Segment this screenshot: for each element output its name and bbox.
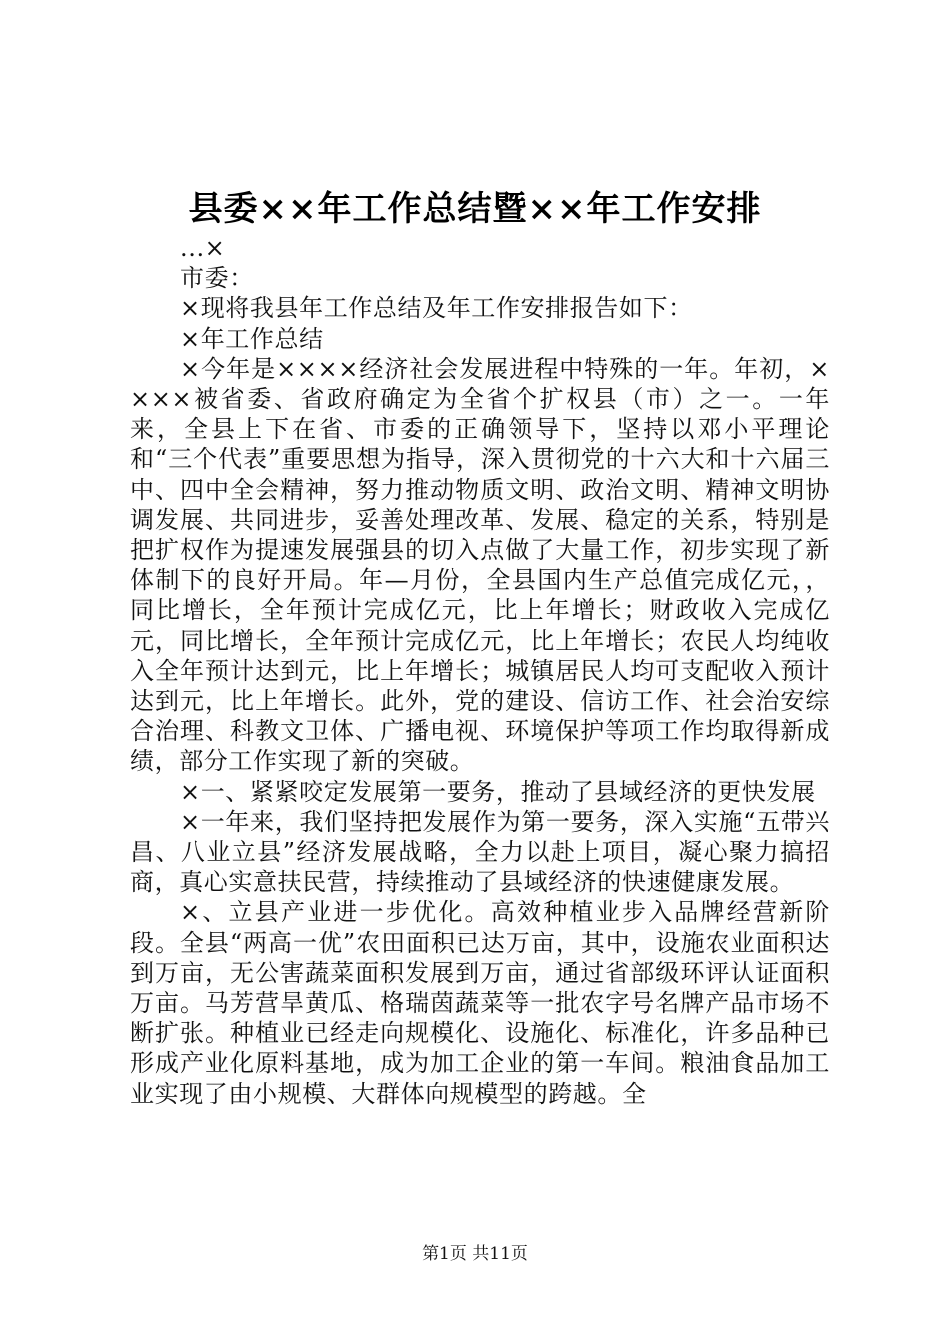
paragraph-salutation: 市委： (180, 264, 254, 293)
page-footer: 第1页 共11页 (422, 1244, 528, 1264)
section-heading-development: ×一、紧紧咬定发展第一要务，推动了县域经济的更快发展 (180, 777, 816, 806)
paragraph-development: ×一年来，我们坚持把发展作为第一要务，深入实施“五带兴昌、八业立县”经济发展战略，全力以赴上项目，凝心聚力搞招商，真心实意扶民营，持续推动了县域经济的快速健康发展。 (130, 807, 830, 897)
document-title: 县委××年工作总结暨××年工作安排 (188, 189, 762, 229)
paragraph-industry: ×、立县产业进一步优化。高效种植业步入品牌经营新阶段。全县“两高一优”农田面积已达万亩，其中，设施农业面积达到万亩，无公害蔬菜面积发展到万亩，通过省部级环评认证面积万亩。马芳营旱黄瓜、格瑞茵蔬菜等一批农字号名牌产品市场不断扩张。种植业已经走向规模化、设施化、标准化，许多品种已形成产业化原料基地，成为加工企业的第一车间。粮油食品加工业实现了由小规模、大群体向规模型的跨越。全 (130, 898, 830, 1108)
paragraph-intro: ×现将我县年工作总结及年工作安排报告如下： (180, 294, 693, 323)
section-heading-summary: ×年工作总结 (180, 324, 324, 353)
document-body (130, 233, 830, 1109)
paragraph-sender-code: ...× (180, 234, 226, 262)
paragraph-overview: ×今年是××××经济社会发展进程中特殊的一年。年初，××××被省委、省政府确定为全省个扩权县（市）之一。一年来，全县上下在省、市委的正确领导下，坚持以邓小平理论和“三个代表”重要思想为指导，深入贯彻党的十六大和十六届三中、四中全会精神，努力推动物质文明、政治文明、精神文明协调发展、共同进步，妥善处理改革、发展、稳定的关系，特别是把扩权作为提速发展强县的切入点做了大量工作，初步实现了新体制下的良好开局。年—月份，全县国内生产总值完成亿元，，同比增长，全年预计完成亿元，比上年增长；财政收入完成亿元，同比增长，全年预计完成亿元，比上年增长；农民人均纯收入全年预计达到元，比上年增长；城镇居民人均可支配收入预计达到元，比上年增长。此外，党的建设、信访工作、社会治安综合治理、科教文卫体、广播电视、环境保护等项工作均取得新成绩，部分工作实现了新的突破。 (130, 354, 830, 776)
